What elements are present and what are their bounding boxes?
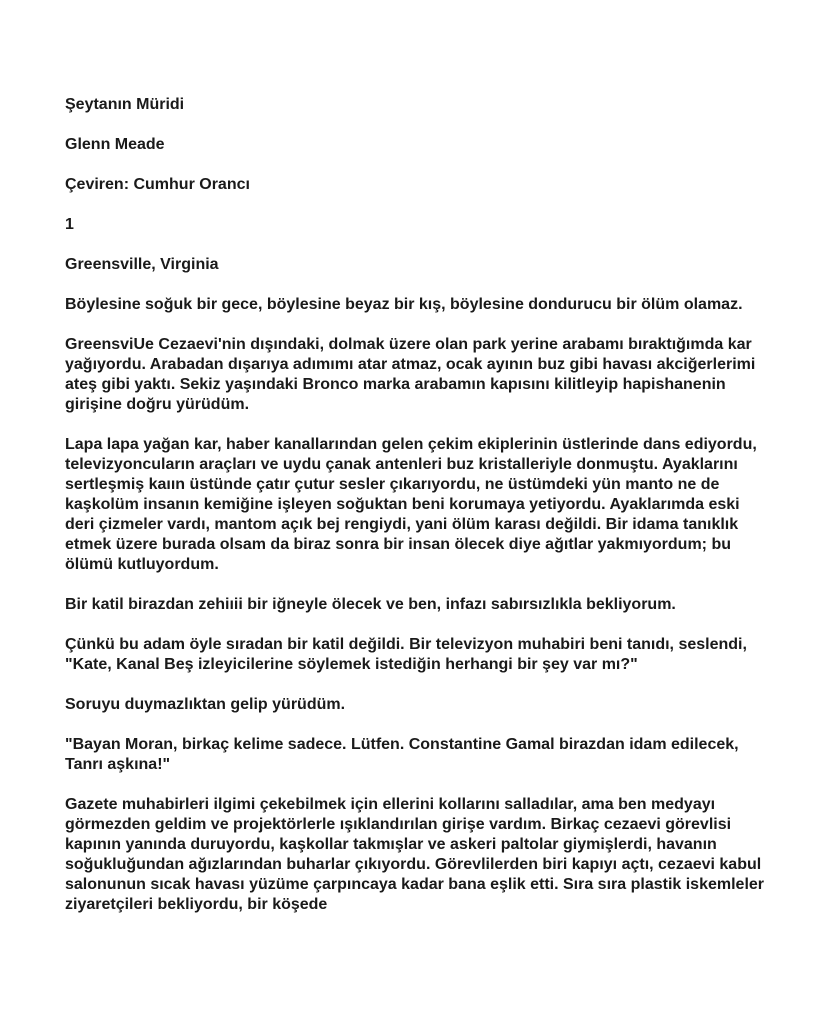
body-paragraph: Lapa lapa yağan kar, haber kanallarından gelen çekim ekiplerinin üstlerinde dans ediyordu, televizyoncuların araçları ve uydu çanak antenleri buz kristalleriyle donmuştu. Ayaklarını sertleşmiş kaıın üstünde çatır çutur sesler çıkarıyordu, ne üstümdeki yün manto ne de kaşkolüm insanın kemiğine işleyen soğuktan beni korumaya yetiyordu. Ayaklarımda eski deri çizmeler vardı, mantom açık bej rengiydi, yani ölüm karası değildi. Bir idama tanıklık etmek üzere burada olsam da biraz sonra bir insan ölecek diye ağıtlar yakmıyordum; bu ölümü kutluyordum. [65, 436, 757, 573]
translator-line: Çeviren: Cumhur Orancı [65, 176, 250, 193]
book-author: Glenn Meade [65, 136, 165, 153]
body-paragraph: Bir katil birazdan zehiıii bir iğneyle ölecek ve ben, infazı sabırsızlıkla bekliyorum. [65, 596, 676, 613]
chapter-number: 1 [65, 216, 74, 233]
body-paragraph: Soruyu duymazlıktan gelip yürüdüm. [65, 696, 346, 713]
body-paragraph: Böylesine soğuk bir gece, böylesine beyaz bir kış, böylesine dondurucu bir ölüm olamaz. [65, 296, 743, 313]
location-heading: Greensville, Virginia [65, 256, 219, 273]
body-paragraph: "Bayan Moran, birkaç kelime sadece. Lütfen. Constantine Gamal birazdan idam edilecek, Tanrı aşkına!" [65, 736, 739, 773]
body-paragraph: GreensviUe Cezaevi'nin dışındaki, dolmak üzere olan park yerine arabamı bıraktığımda kar yağıyordu. Arabadan dışarıya adımımı atar atmaz, ocak ayının buz gibi havası akciğerlerimi ateş gibi yaktı. Sekiz yaşındaki Bronco marka arabamın kapısını kilitleyip hapishanenin girişine doğru yürüdüm. [65, 336, 756, 413]
document-page [65, 95, 765, 915]
body-paragraph: Çünkü bu adam öyle sıradan bir katil değildi. Bir televizyon muhabiri beni tanıdı, seslendi, "Kate, Kanal Beş izleyicilerine söylemek istediğin herhangi bir şey var mı?" [65, 636, 747, 673]
book-title: Şeytanın Müridi [65, 96, 185, 113]
body-paragraph: Gazete muhabirleri ilgimi çekebilmek için ellerini kollarını salladılar, ama ben medyayı görmezden geldim ve projektörlerle ışıklandırılan girişe vardım. Birkaç cezaevi görevlisi kapının yanında duruyordu, kaşkollar takmışlar ve askeri paltolar giymişlerdi, havanın soğukluğundan ağızlarından buharlar çıkıyordu. Görevlilerden biri kapıyı açtı, cezaevi kabul salonunun sıcak havası yüzüme çarpıncaya kadar bana eşlik etti. Sıra sıra plastik iskemleler ziyaretçileri bekliyordu, bir köşede [65, 796, 765, 913]
